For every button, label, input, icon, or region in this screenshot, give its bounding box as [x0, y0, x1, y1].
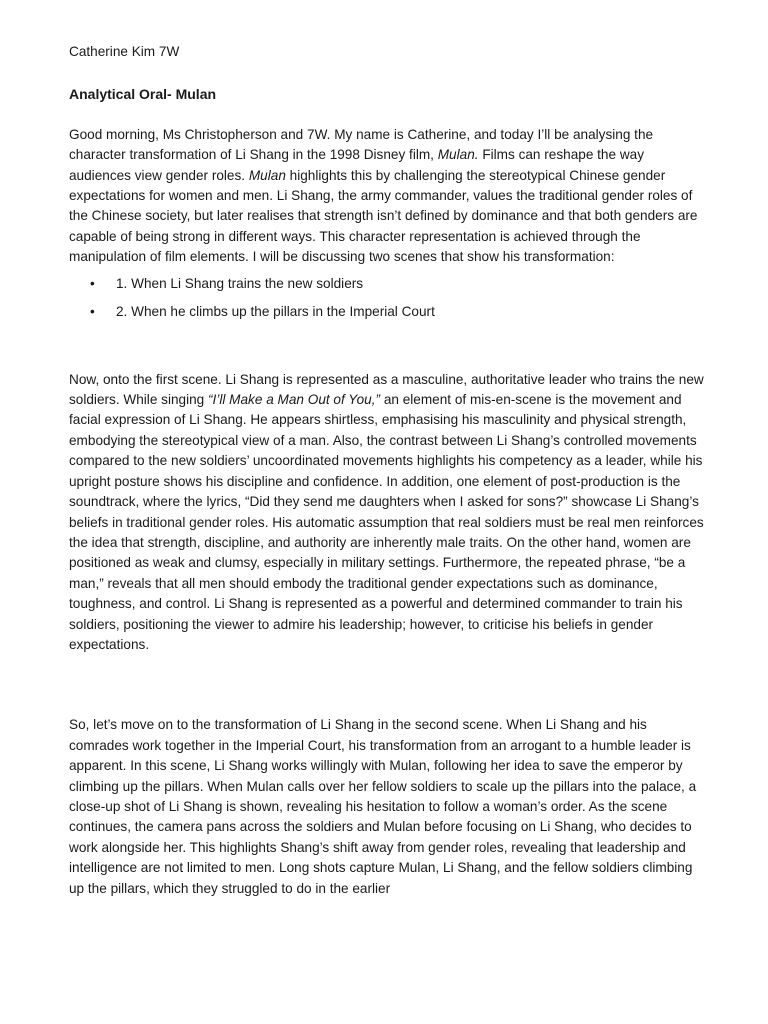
scene-one-text-2: an element of mis-en-scene is the movement and facial expression of Li Shang. He appears shirtless, emphasising his masculinity and physical strength, embodying the stereotypical view of a man. Also, the contrast between Li Shang’s controlled movements compared to the new soldiers’ uncoordinated movements highlights his competency as a leader, while his upright posture shows his discipline and confidence. In addition, one element of post-production is the soundtrack, where the lyrics, “Did they send me daughters when I asked for sons?” showcase Li Shang’s beliefs in traditional gender roles. His automatic assumption that real soldiers must be real men reinforces the idea that strength, discipline, and authority are inherently male traits. On the other hand, women are positioned as weak and clumsy, especially in military settings. Furthermore, the repeated phrase, “be a man,” reveals that all men should embody the traditional gender expectations such as dominance, toughness, and control. Li Shang is represented as a powerful and determined commander to train his soldiers, positioning the viewer to admire his leadership; however, to criticise his beliefs in gender expectations. [69, 392, 704, 652]
intro-text-3: highlights this by challenging the stereotypical Chinese gender expectations for women and men. Li Shang, the army commander, values the traditional gender roles of the Chinese society, but later realises that strength isn’t defined by dominance and that both genders are capable of being strong in different ways. This character representation is achieved through the manipulation of film elements. I will be discussing two scenes that show his transformation: [69, 167, 698, 265]
song-title: “I’ll Make a Man Out of You,” [208, 392, 381, 408]
bullet-icon: • [90, 275, 95, 291]
film-title-2: Mulan [248, 167, 286, 183]
scene-one-text-1: Now, onto the first scene. Li Shang is represented as a masculine, authoritative leader who trains the new soldiers. While singing [69, 371, 704, 408]
intro-paragraph [69, 125, 709, 268]
scene-two-paragraph: So, let’s move on to the transformation of Li Shang in the second scene. When Li Shang and his comrades work together in the Imperial Court, his transformation from an arrogant to a humble leader is apparent. In this scene, Li Shang works willingly with Mulan, following her idea to save the emperor by climbing up the pillars. When Mulan calls over her fellow soldiers to scale up the pillars into the palace, a close-up shot of Li Shang is shown, revealing his hesitation to follow a woman’s order. As the scene continues, the camera pans across the soldiers and Mulan before focusing on Li Shang, who decides to work alongside her. This highlights Shang’s shift away from gender roles, revealing that leadership and intelligence are not limited to men. Long shots capture Mulan, Li Shang, and the fellow soldiers climbing up the pillars, which they struggled to do in the earlier [69, 717, 697, 896]
document-title: Analytical Oral- Mulan [69, 86, 217, 103]
intro-text-1: Good morning, Ms Christopherson and 7W. My name is Catherine, and today I’ll be analysing the character transformation of Li Shang in the 1998 Disney film, [69, 126, 654, 163]
document-body [69, 42, 709, 899]
scene-list [69, 274, 709, 330]
list-item [69, 302, 709, 330]
paragraph-spacer [69, 655, 709, 715]
list-item [69, 274, 709, 302]
intro-text-2: Films can reshape the way audiences view gender roles. [69, 147, 645, 183]
list-item-text: 2. When he climbs up the pillars in the Imperial Court [116, 303, 435, 319]
scene-one-paragraph [69, 370, 709, 656]
bullet-icon: • [90, 303, 95, 319]
author-line: Catherine Kim 7W [69, 44, 180, 59]
film-title-1: Mulan. [437, 147, 479, 163]
paragraph-spacer [69, 330, 709, 370]
list-item-text: 1. When Li Shang trains the new soldiers [116, 275, 364, 291]
